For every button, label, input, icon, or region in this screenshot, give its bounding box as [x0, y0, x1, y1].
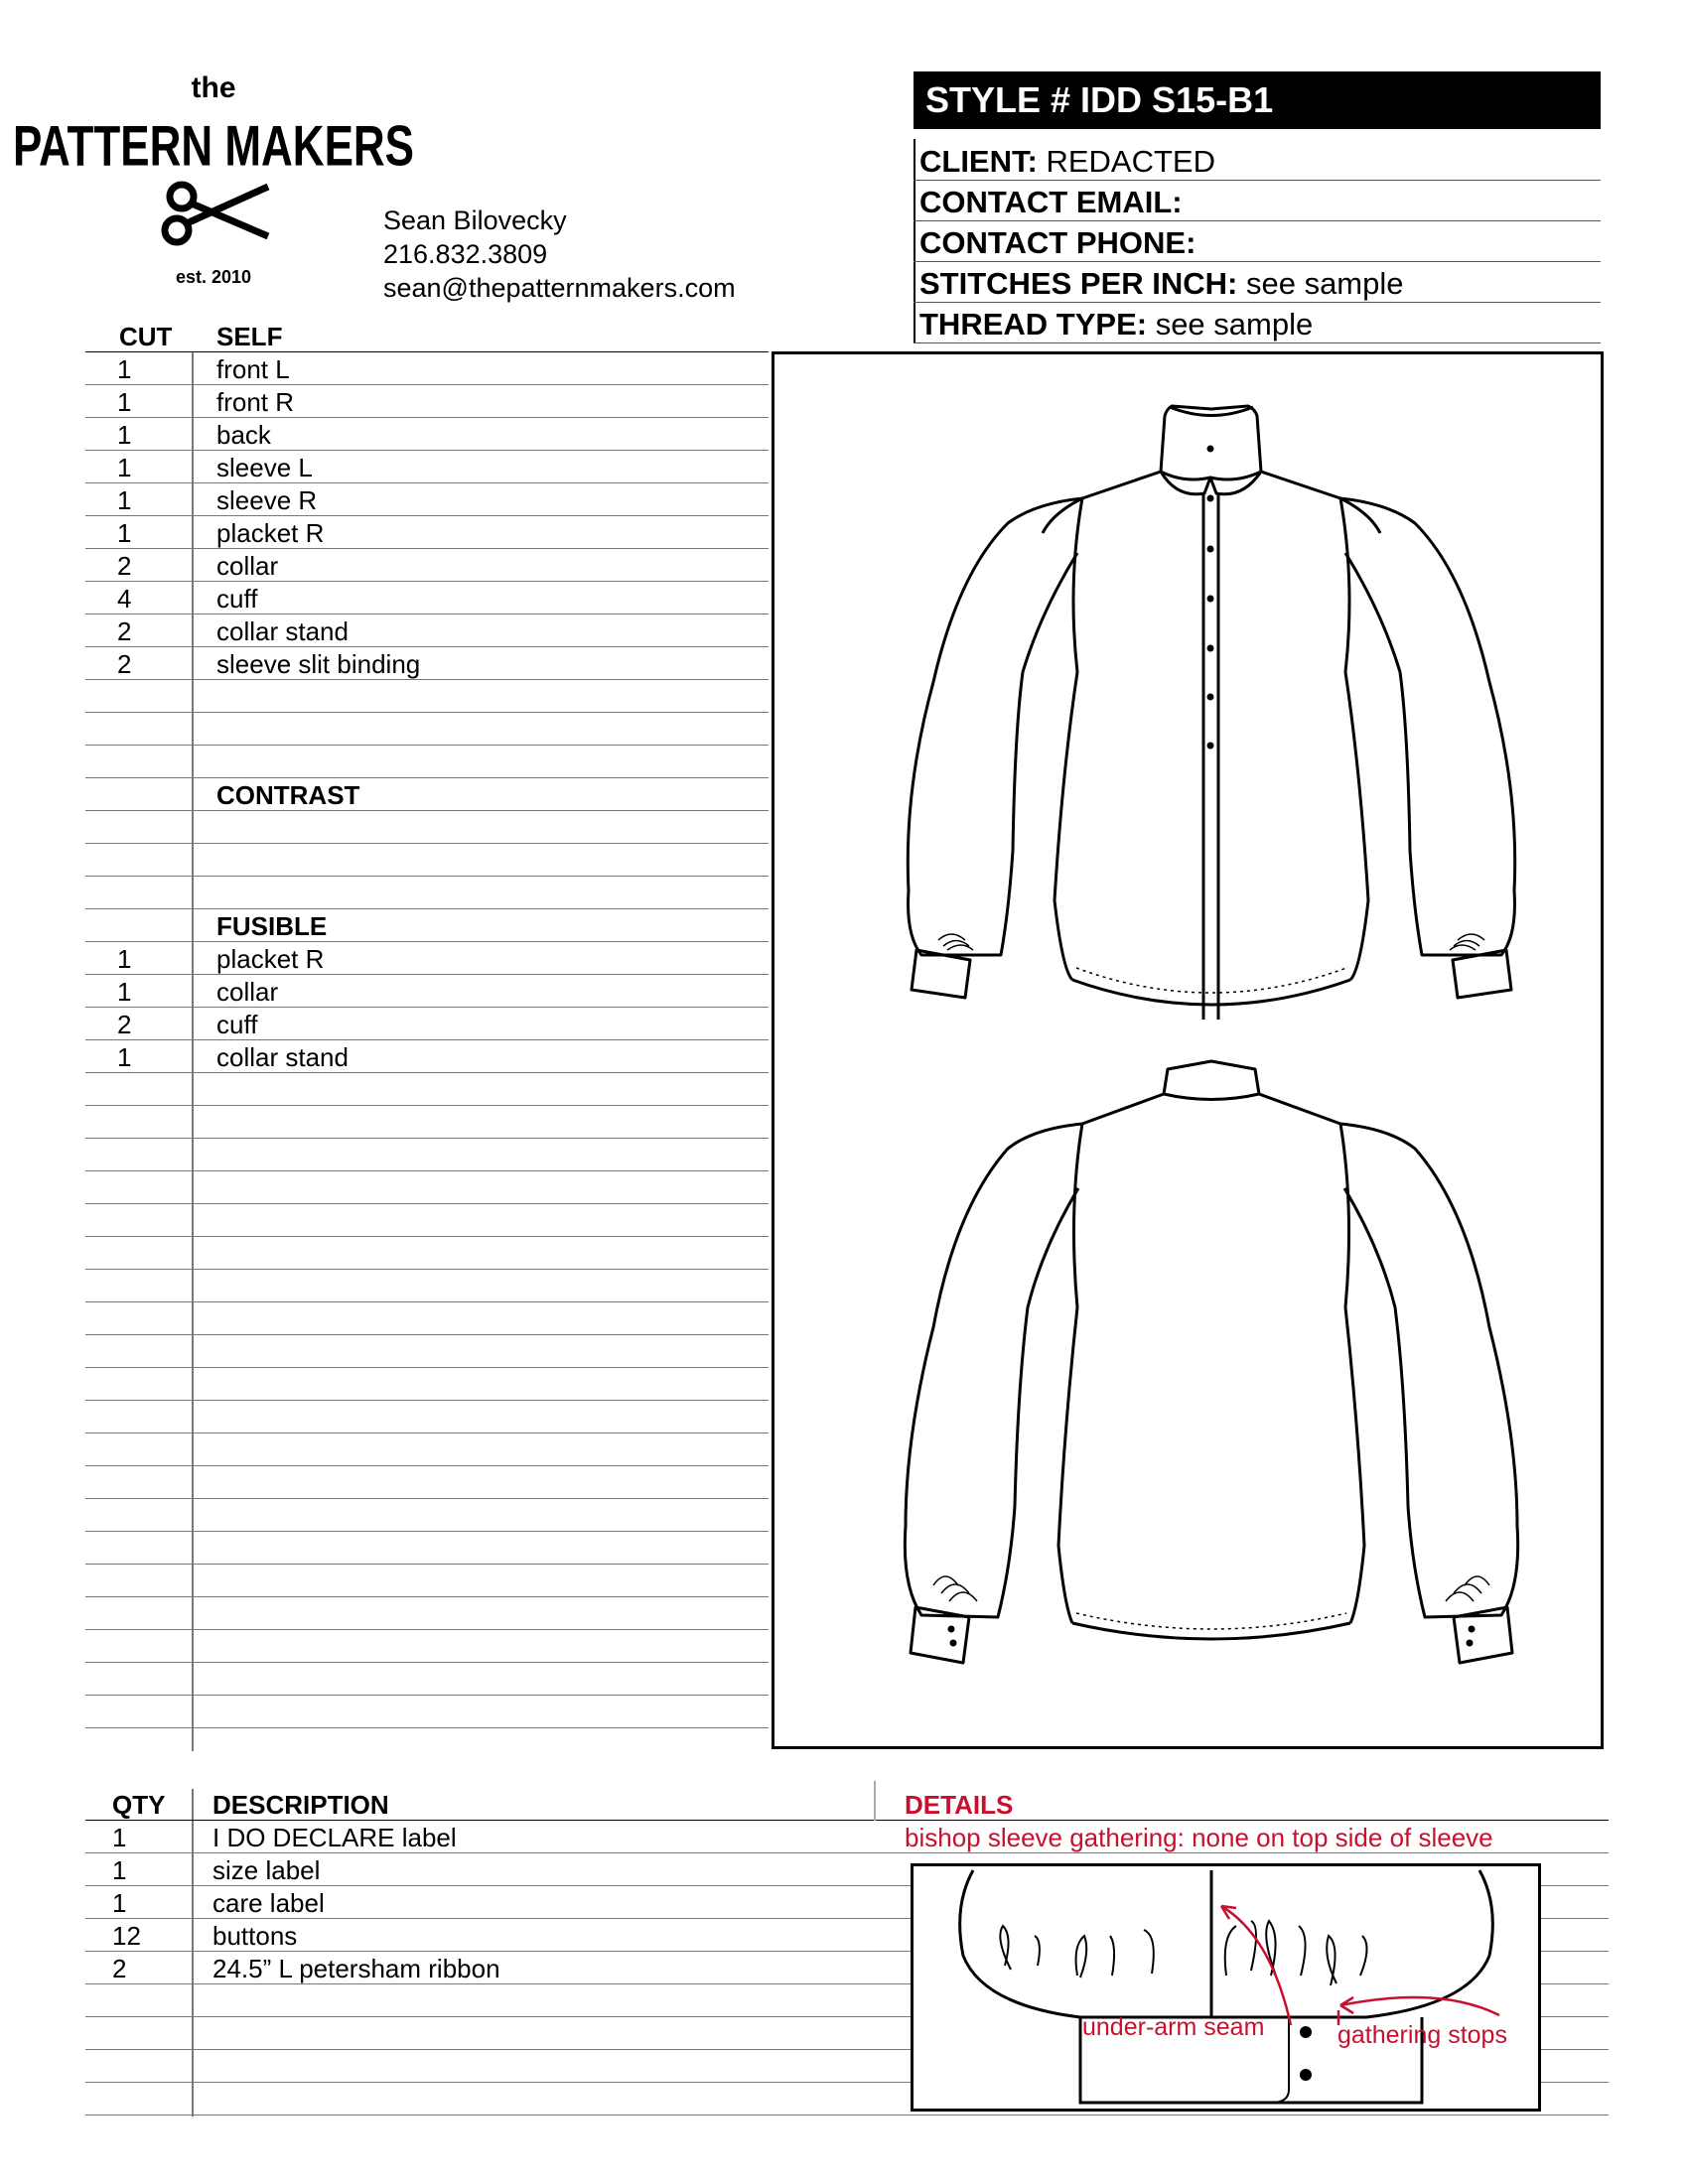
cut-table-row [85, 1367, 769, 1401]
cut-qty: 2 [117, 1010, 132, 1039]
cut-table-row [85, 974, 769, 1008]
section-label: FUSIBLE [216, 911, 328, 941]
cut-qty: 1 [117, 1042, 132, 1072]
cut-table-row [85, 1629, 769, 1663]
cut-qty: 1 [117, 977, 132, 1007]
cut-table-row [85, 1465, 769, 1499]
trim-description: buttons [212, 1921, 298, 1951]
cut-table-row [85, 1695, 769, 1728]
cut-table-row [85, 548, 769, 582]
style-number-bar: STYLE # IDD S15-B1 [914, 71, 1601, 129]
cut-table-row [85, 941, 769, 975]
cut-piece: front L [216, 354, 290, 384]
cut-piece: collar [216, 551, 279, 581]
cut-qty: 4 [117, 584, 132, 614]
contact-email: sean@thepatternmakers.com [383, 273, 736, 303]
cut-qty: 1 [117, 453, 132, 482]
flat-sketch-box [772, 351, 1604, 1749]
cut-table-row [85, 614, 769, 647]
details-divider [874, 1781, 876, 1821]
cut-table-row [85, 1236, 769, 1270]
cut-table-row [85, 1072, 769, 1106]
front-buttons [1207, 446, 1214, 750]
svg-text:est. 2010: est. 2010 [175, 267, 252, 287]
cut-table-row [85, 810, 769, 844]
cut-section-header [85, 777, 769, 811]
details-note: bishop sleeve gathering: none on top side of sleeve [905, 1823, 1493, 1852]
trim-description: 24.5” L petersham ribbon [212, 1954, 500, 1983]
header-row-thread: THREAD TYPE: see sample [914, 304, 1601, 343]
cut-table-row [85, 1138, 769, 1171]
cuff-buttons [948, 1626, 1476, 1647]
trims-table-row [85, 1820, 1609, 1853]
cut-table-row [85, 646, 769, 680]
scissors-icon [165, 185, 268, 242]
cut-piece: placket R [216, 944, 325, 974]
cut-table-row [85, 482, 769, 516]
detail-arrows [1221, 1906, 1499, 2025]
trims-table-header: QTY DESCRIPTION DETAILS [85, 1787, 1609, 1821]
cut-table-row [85, 745, 769, 778]
cut-qty: 1 [117, 354, 132, 384]
trim-qty: 1 [112, 1823, 127, 1852]
cut-table-row [85, 1170, 769, 1204]
cut-qty: 1 [117, 387, 132, 417]
cut-table-row [85, 515, 769, 549]
cut-piece: placket R [216, 518, 325, 548]
header-row-stitches: STITCHES PER INCH: see sample [914, 263, 1601, 303]
cut-piece: sleeve L [216, 453, 313, 482]
cut-table-row [85, 1433, 769, 1466]
cut-table-row [85, 351, 769, 385]
svg-text:PATTERN MAKERS: PATTERN MAKERS [12, 114, 415, 178]
cut-table-row [85, 1269, 769, 1302]
callout-underarm-seam: under-arm seam [1082, 2013, 1265, 2041]
detail-buttons [1300, 2026, 1312, 2081]
cut-qty: 2 [117, 551, 132, 581]
trim-qty: 1 [112, 1855, 127, 1885]
shirt-flats [774, 354, 1601, 1746]
header-row-client: CLIENT: REDACTED [914, 141, 1601, 181]
cut-qty: 1 [117, 420, 132, 450]
cut-table-row [85, 1498, 769, 1532]
cut-table-row [85, 1400, 769, 1433]
trim-description: size label [212, 1855, 321, 1885]
cut-piece: cuff [216, 584, 258, 614]
contact-phone: 216.832.3809 [383, 239, 548, 269]
trim-description: I DO DECLARE label [212, 1823, 457, 1852]
trim-qty: 1 [112, 1888, 127, 1918]
cut-table-row [85, 1564, 769, 1597]
cut-table-row [85, 384, 769, 418]
cut-piece: front R [216, 387, 295, 417]
contact-name: Sean Bilovecky [383, 205, 567, 235]
trim-description: care label [212, 1888, 325, 1918]
cut-qty: 2 [117, 649, 132, 679]
header-row-phone: CONTACT PHONE: [914, 222, 1601, 262]
cut-table-row [85, 417, 769, 451]
cut-qty: 2 [117, 616, 132, 646]
cut-table-row [85, 1203, 769, 1237]
cut-table-row [85, 1531, 769, 1565]
cut-table-row [85, 1007, 769, 1040]
cut-table-header: CUT SELF [85, 319, 769, 352]
cut-qty: 1 [117, 518, 132, 548]
cut-table-row [85, 1596, 769, 1630]
cut-piece: sleeve slit binding [216, 649, 421, 679]
cut-table-row [85, 450, 769, 483]
cut-qty: 1 [117, 944, 132, 974]
cut-piece: back [216, 420, 271, 450]
trim-qty: 2 [112, 1954, 127, 1983]
cut-table-row [85, 1039, 769, 1073]
cut-section-header [85, 908, 769, 942]
cut-qty: 1 [117, 485, 132, 515]
cut-table-row [85, 679, 769, 713]
cut-table-row [85, 876, 769, 909]
cut-piece: collar stand [216, 616, 349, 646]
cut-table-row [85, 712, 769, 746]
cut-piece: sleeve R [216, 485, 318, 515]
cut-table-row [85, 581, 769, 614]
svg-text:the: the [191, 71, 236, 104]
cut-piece: collar [216, 977, 279, 1007]
trim-qty: 12 [112, 1921, 141, 1951]
section-label: CONTRAST [216, 780, 360, 810]
cut-table-row [85, 1334, 769, 1368]
cut-table-row [85, 1105, 769, 1139]
cut-table-row [85, 1662, 769, 1696]
shirt-back-sketch [905, 1061, 1517, 1663]
pattern-makers-logo [12, 60, 415, 298]
header-row-email: CONTACT EMAIL: [914, 182, 1601, 221]
cut-piece: cuff [216, 1010, 258, 1039]
cut-piece: collar stand [216, 1042, 349, 1072]
cut-table-row [85, 1301, 769, 1335]
callout-gathering-stops: gathering stops [1337, 2021, 1507, 2049]
cut-table-row [85, 843, 769, 877]
sleeve-gathering-detail [911, 1863, 1541, 2112]
